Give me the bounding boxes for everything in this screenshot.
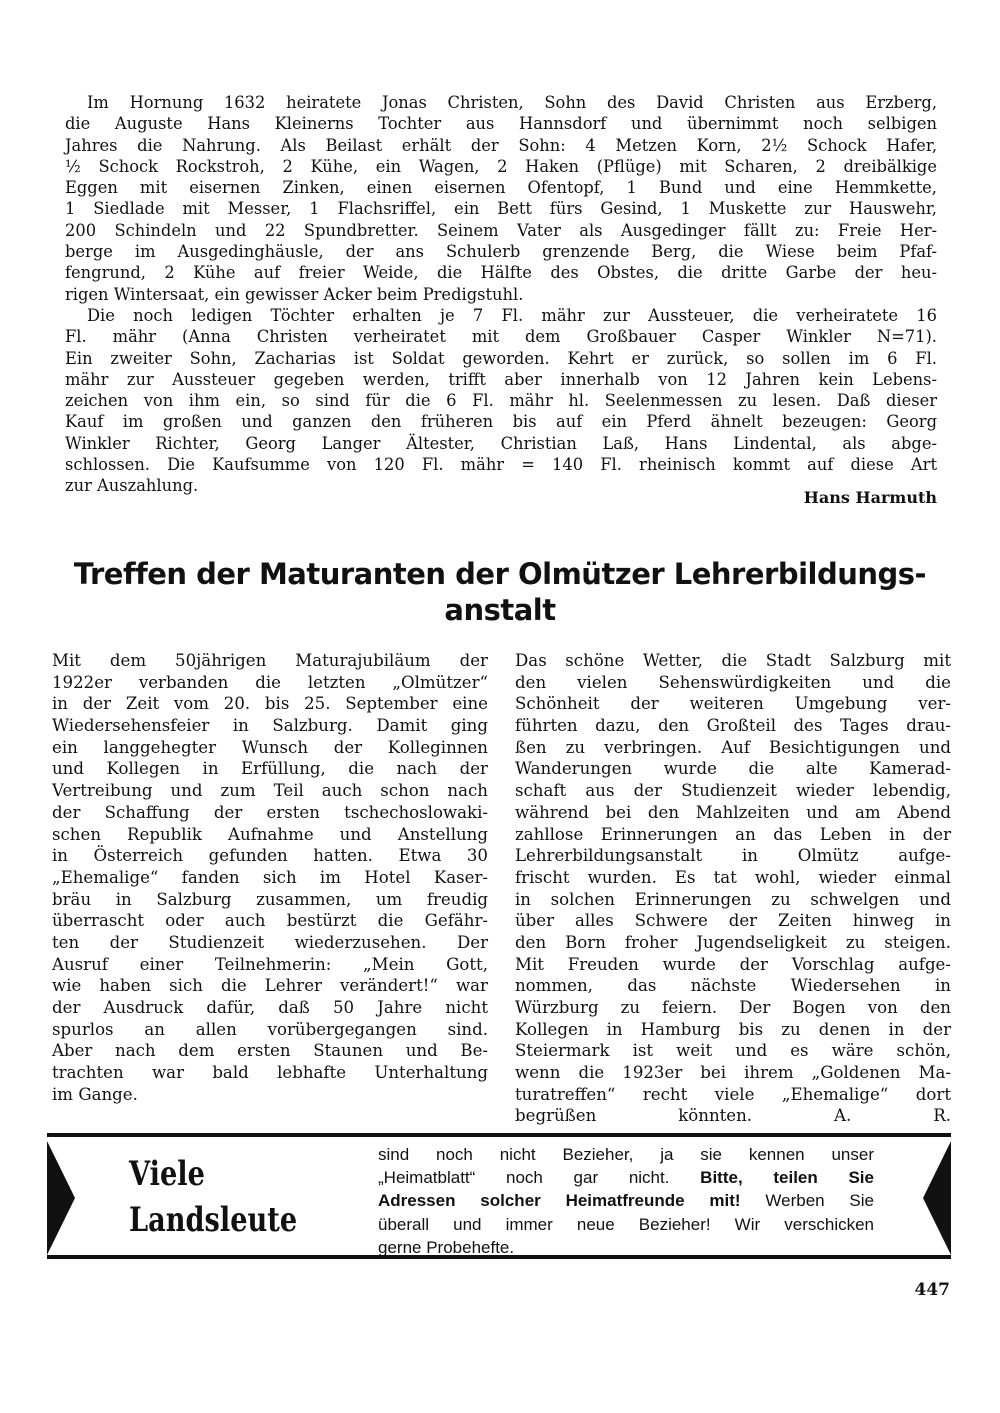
- text-line: Ein zweiter Sohn, Zacharias ist Soldat geworden. Kehrt er zurück, so sollen im 6 Fl.: [65, 348, 937, 368]
- text-line: den vielen Sehenswürdigkeiten und die: [515, 672, 951, 692]
- text-line: Kollegen in Hamburg bis zu denen in der: [515, 1019, 951, 1039]
- ad-line: sind noch nicht Bezieher, ja sie kennen unser: [378, 1145, 874, 1164]
- ad-line: [378, 1166, 874, 1189]
- text-line: bräu in Salzburg zusammen, um freudig: [52, 889, 488, 909]
- article-author: Hans Harmuth: [803, 488, 937, 507]
- text-line: 1 Siedlade mit Messer, 1 Flachsriffel, ein Bett fürs Gesind, 1 Muskette zur Hauswehr,: [65, 199, 937, 219]
- text-line: den Born froher Jugendseligkeit zu steigen.: [515, 932, 951, 952]
- text-line: 200 Schindeln und 22 Spundbretter. Seinem Vater als Ausgedinger fällt zu: Freie Her-: [65, 220, 937, 240]
- ad-bold-text: Bitte, teilen Sie: [700, 1168, 874, 1188]
- text-line: Mit Freuden wurde der Vorschlag aufge-: [515, 954, 951, 974]
- text-line: schlossen. Die Kaufsumme von 120 Fl. mähr = 140 Fl. rheinisch kommt auf diese Art: [65, 455, 937, 475]
- text-line: trachten war bald lebhafte Unterhaltung: [52, 1063, 488, 1083]
- article-title: [0, 556, 1000, 628]
- text-line: ßen zu verbringen. Auf Besichtigungen und: [515, 737, 951, 757]
- article-hornung-1632: [65, 92, 937, 497]
- text-line: Lehrerbildungsanstalt in Olmütz aufge-: [515, 846, 951, 866]
- text-line: Eggen mit eisernen Zinken, einen eisernen Ofentopf, 1 Bund und eine Hemmkette,: [65, 178, 937, 198]
- text-line: mähr zur Aussteuer gegeben werden, trifft aber innerhalb von 12 Jahren kein Lebens-: [65, 369, 937, 389]
- ad-heading: [129, 1151, 297, 1243]
- left-arrow-icon: [47, 1141, 75, 1255]
- text-line: zeichen von ihm ein, so sind für die 6 Fl. mähr hl. Seelenmessen zu lesen. Daß dieser: [65, 391, 937, 411]
- text-line: Steiermark ist weit und es wäre schön,: [515, 1041, 951, 1061]
- text-line: Würzburg zu feiern. Der Bogen von den: [515, 998, 951, 1017]
- text-line: begrüßen könnten. A. R.: [515, 1106, 951, 1126]
- text-line: der Schaffung der ersten tschechoslowaki-: [52, 802, 488, 822]
- text-line: ½ Schock Rockstroh, 2 Kühe, ein Wagen, 2 Haken (Pflüge) mit Scharen, 2 dreibälkige: [65, 156, 937, 176]
- text-line: Ausruf einer Teilnehmerin: „Mein Gott,: [52, 954, 488, 974]
- text-line: überrascht oder auch bestürzt die Gefähr-: [52, 911, 488, 931]
- text-line: wie haben sich die Lehrer verändert!“ war: [52, 976, 488, 996]
- title-line-1: Treffen der Maturanten der Olmützer Lehrerbildungs-: [73, 557, 927, 591]
- text-line: schaft aus der Studienzeit wieder lebendig,: [515, 781, 951, 801]
- text-line: Kauf im großen und ganzen den früheren bis auf ein Pferd ähnelt bezeugen: Georg: [65, 412, 937, 432]
- text-line: rigen Wintersaat, ein gewisser Acker beim Predigstuhl.: [65, 284, 524, 304]
- text-line: Schönheit der weiteren Umgebung ver-: [515, 694, 951, 714]
- text-line: Mit dem 50jährigen Maturajubiläum der: [52, 651, 488, 670]
- text-line: der Ausdruck dafür, daß 50 Jahre nicht: [52, 998, 488, 1017]
- page-number: 447: [914, 1280, 950, 1300]
- ad-line: überall und immer neue Bezieher! Wir verschicken: [378, 1214, 874, 1234]
- text-line: und Kollegen in Erfüllung, die nach der: [52, 759, 488, 779]
- text-line: über alles Schwere der Zeiten hinweg in: [515, 911, 951, 931]
- text-line: in Österreich gefunden hatten. Etwa 30: [52, 846, 488, 866]
- ad-bold-text: Adressen solcher Heimatfreunde mit!: [378, 1191, 741, 1211]
- title-line-2: anstalt: [444, 593, 556, 627]
- text-line: frischt wurden. Es tat wohl, wieder einmal: [515, 867, 951, 887]
- text-line: führten dazu, den Großteil des Tages drau-: [515, 716, 951, 736]
- text-line: Wanderungen wurde die alte Kamerad-: [515, 759, 951, 779]
- text-line: wenn die 1923er bei ihrem „Goldenen Ma-: [515, 1063, 951, 1083]
- subscription-ad-box: [47, 1133, 951, 1259]
- text-line: Vertreibung und zum Teil auch schon nach: [52, 781, 488, 801]
- text-line: berge im Ausgedinghäusle, der ans Schulerb grenzende Berg, die Wiese beim Pfaf-: [65, 242, 937, 262]
- text-line: während bei den Mahlzeiten und am Abend: [515, 802, 951, 822]
- text-line: nommen, das nächste Wiedersehen in: [515, 976, 951, 996]
- text-line: schen Republik Aufnahme und Anstellung: [52, 824, 488, 844]
- text-line: in der Zeit vom 20. bis 25. September eine: [52, 694, 488, 714]
- ad-line: [378, 1189, 874, 1212]
- text-line: Winkler Richter, Georg Langer Ältester, Christian Laß, Hans Lindental, als abge-: [65, 433, 937, 453]
- text-line: Im Hornung 1632 heiratete Jonas Christen, Sohn des David Christen aus Erzberg,: [87, 93, 937, 112]
- text-line: Fl. mähr (Anna Christen verheiratet mit dem Großbauer Casper Winkler N=71).: [65, 327, 937, 347]
- text-line: spurlos an allen vorübergegangen sind.: [52, 1019, 488, 1039]
- article-column-left: [52, 650, 488, 1105]
- text-line: im Gange.: [52, 1084, 138, 1104]
- text-line: ten der Studienzeit wiederzusehen. Der: [52, 932, 488, 952]
- text-line: Die noch ledigen Töchter erhalten je 7 Fl. mähr zur Aussteuer, die verheiratete 16: [87, 305, 937, 325]
- text-line: Jahres die Nahrung. Als Beilast erhält der Sohn: 4 Metzen Korn, 2½ Schock Hafer,: [65, 135, 937, 155]
- ad-line: gerne Probehefte.: [378, 1237, 515, 1257]
- ad-text-part: Werben Sie: [765, 1191, 874, 1211]
- text-line: turatreffen“ recht viele „Ehemalige“ dort: [515, 1084, 951, 1104]
- ad-heading-line-2: Landsleute: [129, 1200, 298, 1240]
- text-line: Das schöne Wetter, die Stadt Salzburg mit: [515, 651, 951, 670]
- text-line: „Ehemalige“ fanden sich im Hotel Kaser-: [52, 867, 488, 887]
- ad-text-part: „Heimatblatt“ noch gar nicht.: [378, 1168, 670, 1188]
- right-arrow-icon: [923, 1141, 951, 1255]
- ad-heading-line-1: Viele: [129, 1154, 205, 1194]
- text-line: 1922er verbanden die letzten „Olmützer“: [52, 672, 488, 692]
- text-line: zahllose Erinnerungen an das Leben in der: [515, 824, 951, 844]
- text-line: in solchen Erinnerungen zu schwelgen und: [515, 889, 951, 909]
- article-column-right: [515, 650, 951, 1127]
- text-line: zur Auszahlung.: [65, 476, 199, 496]
- text-line: ein langgehegter Wunsch der Kolleginnen: [52, 737, 488, 757]
- text-line: die Auguste Hans Kleinerns Tochter aus Hannsdorf und übernimmt noch selbigen: [65, 114, 937, 134]
- text-line: Wiedersehensfeier in Salzburg. Damit ging: [52, 716, 488, 736]
- text-line: Aber nach dem ersten Staunen und Be-: [52, 1041, 488, 1061]
- text-line: fengrund, 2 Kühe auf freier Weide, die Hälfte des Obstes, die dritte Garbe der heu-: [65, 263, 937, 283]
- ad-text: [378, 1143, 874, 1259]
